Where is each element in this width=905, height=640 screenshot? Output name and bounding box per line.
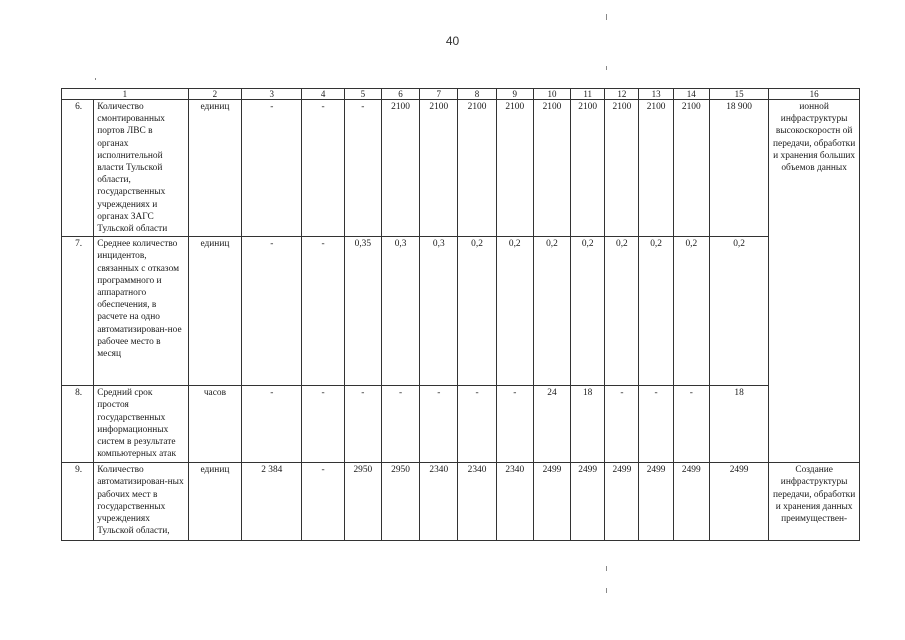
value-cell: 2100: [458, 100, 496, 237]
goal-cell: Создание инфраструктуры передачи, обработки и хранения данных преимуществен-: [769, 463, 860, 541]
value-cell: 2100: [673, 100, 709, 237]
value-cell: 2340: [458, 463, 496, 541]
value-cell: 2950: [381, 463, 419, 541]
row-number: 8.: [62, 386, 94, 463]
indicators-table: [61, 88, 860, 541]
scan-speck: [95, 78, 96, 80]
value-cell: -: [302, 100, 344, 237]
header-cell: 4: [302, 89, 344, 100]
value-cell: 2100: [420, 100, 458, 237]
value-cell: -: [458, 386, 496, 463]
value-cell: 0,2: [673, 237, 709, 386]
row-number: 6.: [62, 100, 94, 237]
value-cell: 18 900: [709, 100, 768, 237]
header-cell: 11: [571, 89, 605, 100]
header-cell: 3: [242, 89, 302, 100]
value-cell: 2340: [496, 463, 533, 541]
value-cell: 2100: [381, 100, 419, 237]
scan-speck: [606, 66, 607, 70]
header-row: [62, 89, 860, 100]
value-cell: -: [302, 237, 344, 386]
value-cell: 2100: [571, 100, 605, 237]
value-cell: 2499: [571, 463, 605, 541]
table-row: [62, 237, 860, 386]
unit-cell: единиц: [188, 463, 241, 541]
value-cell: 0,2: [533, 237, 570, 386]
value-cell: 2100: [605, 100, 639, 237]
value-cell: 18: [571, 386, 605, 463]
header-cell: 8: [458, 89, 496, 100]
header-cell: 9: [496, 89, 533, 100]
value-cell: 2499: [605, 463, 639, 541]
value-cell: 2499: [639, 463, 673, 541]
indicator-name: Среднее количество инцидентов, связанных с отказом программного и аппаратного обеспечения, в расчете на одно автоматизирован-ное рабочее место в месяц: [94, 237, 189, 386]
value-cell: 0,2: [639, 237, 673, 386]
table-row: [62, 463, 860, 541]
value-cell: 24: [533, 386, 570, 463]
unit-cell: единиц: [188, 237, 241, 386]
value-cell: 2340: [420, 463, 458, 541]
value-cell: 18: [709, 386, 768, 463]
header-cell: 2: [188, 89, 241, 100]
value-cell: -: [344, 386, 381, 463]
header-cell: 7: [420, 89, 458, 100]
value-cell: 2 384: [242, 463, 302, 541]
unit-cell: часов: [188, 386, 241, 463]
page-number: 40: [445, 34, 460, 48]
header-cell: 16: [769, 89, 860, 100]
value-cell: 0,2: [496, 237, 533, 386]
value-cell: 0,2: [605, 237, 639, 386]
header-cell: 5: [344, 89, 381, 100]
value-cell: 2499: [533, 463, 570, 541]
value-cell: 2950: [344, 463, 381, 541]
row-number: 7.: [62, 237, 94, 386]
value-cell: 0,2: [709, 237, 768, 386]
value-cell: 0,2: [458, 237, 496, 386]
value-cell: -: [496, 386, 533, 463]
header-cell: 13: [639, 89, 673, 100]
header-cell: 10: [533, 89, 570, 100]
header-cell: 15: [709, 89, 768, 100]
value-cell: 2100: [496, 100, 533, 237]
value-cell: 0,3: [420, 237, 458, 386]
value-cell: 2499: [709, 463, 768, 541]
value-cell: -: [639, 386, 673, 463]
value-cell: -: [344, 100, 381, 237]
value-cell: -: [242, 100, 302, 237]
value-cell: -: [302, 463, 344, 541]
value-cell: -: [242, 386, 302, 463]
header-cell: 12: [605, 89, 639, 100]
value-cell: -: [381, 386, 419, 463]
unit-cell: единиц: [188, 100, 241, 237]
header-cell: 14: [673, 89, 709, 100]
value-cell: 2499: [673, 463, 709, 541]
value-cell: 0,35: [344, 237, 381, 386]
indicator-name: Средний срок простоя государственных информационных систем в результате компьютерных атак: [94, 386, 189, 463]
value-cell: -: [420, 386, 458, 463]
scan-speck: [606, 14, 607, 20]
value-cell: -: [605, 386, 639, 463]
value-cell: -: [673, 386, 709, 463]
value-cell: 0,3: [381, 237, 419, 386]
value-cell: -: [242, 237, 302, 386]
row-number: 9.: [62, 463, 94, 541]
header-cell: 6: [381, 89, 419, 100]
value-cell: 2100: [639, 100, 673, 237]
value-cell: 0,2: [571, 237, 605, 386]
header-cell: 1: [62, 89, 189, 100]
table-row: [62, 100, 860, 237]
value-cell: -: [302, 386, 344, 463]
indicator-name: Количество смонтированных портов ЛВС в органах исполнительной власти Тульской области, государственных учреждениях и органах ЗАГС Тульской области: [94, 100, 189, 237]
goal-cell: ионной инфраструктуры высокоскоростн ой передачи, обработки и хранения больших объемов данных: [769, 100, 860, 463]
table-row: [62, 386, 860, 463]
scan-speck: [606, 566, 607, 571]
scan-speck: [606, 588, 607, 593]
value-cell: 2100: [533, 100, 570, 237]
indicator-name: Количество автоматизирован-ных рабочих мест в государственных учреждениях Тульской области,: [94, 463, 189, 541]
